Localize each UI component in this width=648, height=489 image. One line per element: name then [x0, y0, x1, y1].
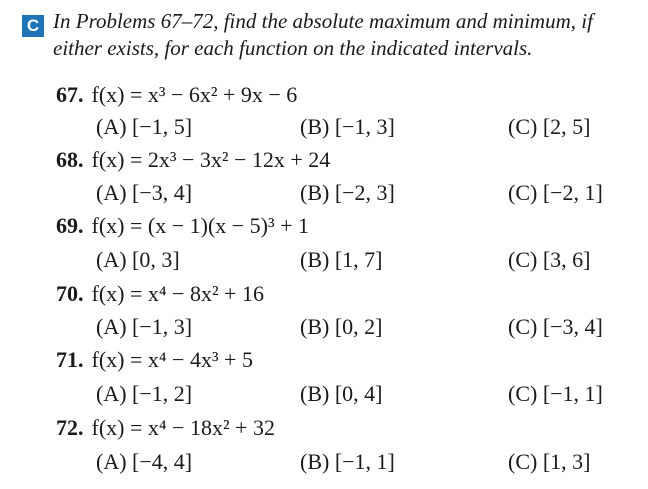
problem-number: 69. [56, 213, 84, 238]
problem-function: f(x) = x³ − 6x² + 9x − 6 [91, 82, 298, 107]
interval-b: (B) [−1, 1] [300, 449, 395, 474]
interval-a: (A) [0, 3] [96, 247, 180, 272]
problem-function-line [56, 347, 253, 373]
problem-function-line [56, 281, 264, 307]
problem-number: 72. [56, 415, 84, 440]
interval-c: (C) [1, 3] [508, 449, 591, 474]
interval-c: (C) [−1, 1] [508, 381, 603, 406]
interval-c: (C) [3, 6] [508, 247, 591, 272]
interval-a: (A) [−4, 4] [96, 449, 193, 474]
instructions-line-1: In Problems 67–72, find the absolute maximum and minimum, if [53, 9, 593, 33]
instructions-line-2: either exists, for each function on the indicated intervals. [53, 36, 533, 60]
interval-b: (B) [0, 4] [300, 381, 383, 406]
instructions [53, 8, 637, 62]
interval-b: (B) [−2, 3] [300, 180, 395, 205]
problem-function: f(x) = 2x³ − 3x² − 12x + 24 [91, 147, 331, 172]
interval-c: (C) [2, 5] [508, 114, 591, 139]
section-header [22, 8, 637, 62]
section-badge: C [22, 15, 44, 37]
problem-function-line [56, 147, 330, 173]
problem-number: 71. [56, 347, 84, 372]
interval-b: (B) [1, 7] [300, 247, 383, 272]
problem-function: f(x) = x⁴ − 4x³ + 5 [91, 347, 253, 372]
problem-function-line [56, 415, 275, 441]
problem-function: f(x) = (x − 1)(x − 5)³ + 1 [91, 213, 310, 238]
interval-a: (A) [−1, 5] [96, 114, 193, 139]
interval-a: (A) [−1, 3] [96, 314, 193, 339]
problem-number: 67. [56, 82, 84, 107]
problem-number: 70. [56, 281, 84, 306]
interval-b: (B) [0, 2] [300, 314, 383, 339]
interval-a: (A) [−1, 2] [96, 381, 193, 406]
problem-number: 68. [56, 147, 84, 172]
problem-function: f(x) = x⁴ − 18x² + 32 [91, 415, 275, 440]
problem-function: f(x) = x⁴ − 8x² + 16 [91, 281, 264, 306]
problem-function-line [56, 213, 309, 239]
problem-function-line [56, 82, 297, 108]
interval-c: (C) [−3, 4] [508, 314, 603, 339]
interval-a: (A) [−3, 4] [96, 180, 193, 205]
interval-c: (C) [−2, 1] [508, 180, 603, 205]
interval-b: (B) [−1, 3] [300, 114, 395, 139]
